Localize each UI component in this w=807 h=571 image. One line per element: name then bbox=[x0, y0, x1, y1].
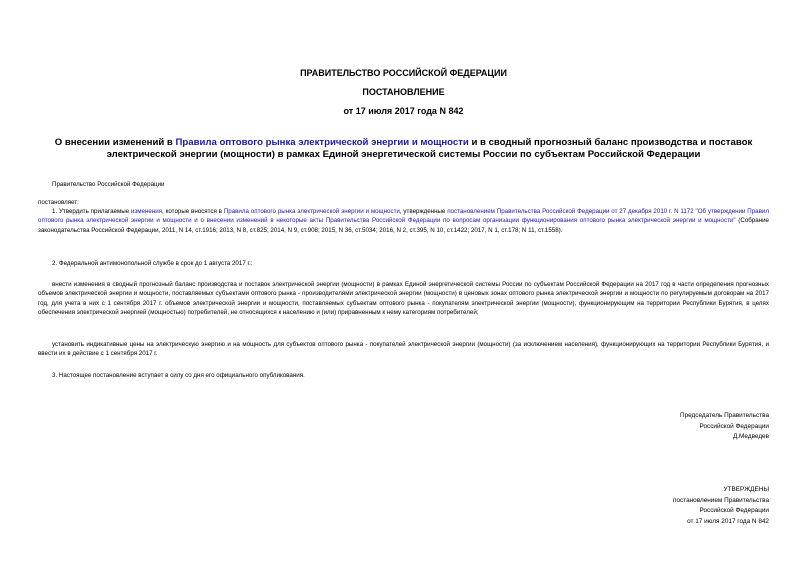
item-1-text-3: , утвержденные bbox=[399, 208, 448, 215]
title-text-1: О внесении изменений в bbox=[54, 137, 176, 148]
document-title bbox=[38, 137, 769, 161]
item-3: 3. Настоящее постановление вступает в силу со дня его официального опубликования. bbox=[52, 372, 305, 379]
signature-block bbox=[680, 411, 769, 443]
item-1-text-4: (Собрание законодательства Российской Федерации, 2011, N 14, ст.1916; 2013, N 8, ст.825; 2014, N 9, ст.908; 2015, N 36, ст.5034; 2016, N 2, ст.395, N 10, ст.1422; 2017, N 1, ст.178; N 11, ст.1558). bbox=[38, 217, 770, 234]
item-2: 2. Федеральной антимонопольной службе в срок до 1 августа 2017 г.: bbox=[52, 260, 253, 267]
approval-line-2: постановлением Правительства bbox=[673, 496, 769, 504]
item-1-link-resolution[interactable]: постановлением Правительства Российской Федерации от 27 декабря 2010 г. N 1172 "Об утверждении Правил оптового рынка электрической энергии и мощности и о внесении изменений в некоторые акты Правительства Российской Федерации по вопросам организации функционирования оптового рынка электрической энергии и мощности" bbox=[38, 208, 769, 225]
signature-organization: Российской Федерации bbox=[699, 422, 769, 430]
signature-name: Д.Медведев bbox=[732, 433, 769, 441]
preamble: Правительство Российской Федерации bbox=[52, 181, 165, 188]
item-1-link-changes[interactable]: изменения bbox=[130, 208, 163, 215]
item-1-link-rules[interactable]: Правила оптового рынка электрической энергии и мощности bbox=[223, 208, 400, 215]
item-1 bbox=[38, 207, 769, 235]
approval-date: от 17 июля 2017 года N 842 bbox=[687, 517, 769, 525]
approval-line-3: Российской Федерации bbox=[699, 507, 769, 515]
signature-position: Председатель Правительства bbox=[680, 412, 769, 419]
item-2-paragraph-a: внести изменения в сводный прогнозный баланс производства и поставок электрической энергии (мощности) в рамках Единой энергетической системы России по субъектам Российской Федерации на 2017 год в части определения прогнозных объемов электрической энергии и мощности, поставляемых субъектами оптового рынка - производителями электрической энергии (мощности) в ценовых зонах оптового рынка электрической энергии и мощности по регулируемым договорам на 2017 год, для учета в них с 1 сентября 2017 г. объемов электрической энергии и мощности, поставляемых субъектам оптового рынка - покупателям электрической энергии (мощности), функционирующим на территории Республики Бурятия, в целях обеспечения электрической энергией (мощностью) потребителей, не относящихся к населению и (или) приравненным к нему категориям потребителей; bbox=[38, 281, 769, 317]
title-text-2: и в сводный прогнозный баланс производства и поставок электрической энергии (мощности) в рамках Единой энергетической системы России по субъектам Российской Федерации bbox=[106, 137, 753, 160]
date-number-heading: от 17 июля 2017 года N 842 bbox=[343, 106, 464, 116]
approval-block bbox=[673, 485, 769, 527]
approval-title: УТВЕРЖДЕНЫ bbox=[723, 486, 769, 493]
item-2-paragraph-b: установить индикативные цены на электрическую энергию и на мощность для субъектов оптового рынка - покупателей электрической энергии (мощности) (за исключением населения), функционирующих на территории Республики Бурятия, и ввести их в действие с 1 сентября 2017 г. bbox=[38, 341, 769, 358]
issuer-heading: ПРАВИТЕЛЬСТВО РОССИЙСКОЙ ФЕДЕРАЦИИ bbox=[300, 68, 507, 78]
title-link-rules[interactable]: Правила оптового рынка электрической энергии и мощности bbox=[175, 137, 469, 148]
item-1-text-1: 1. Утвердить прилагаемые bbox=[52, 208, 131, 215]
document-type-heading: ПОСТАНОВЛЕНИЕ bbox=[362, 87, 445, 97]
decides-line: постановляет: bbox=[38, 199, 79, 206]
item-1-text-2: , которые вносятся в bbox=[162, 208, 224, 215]
